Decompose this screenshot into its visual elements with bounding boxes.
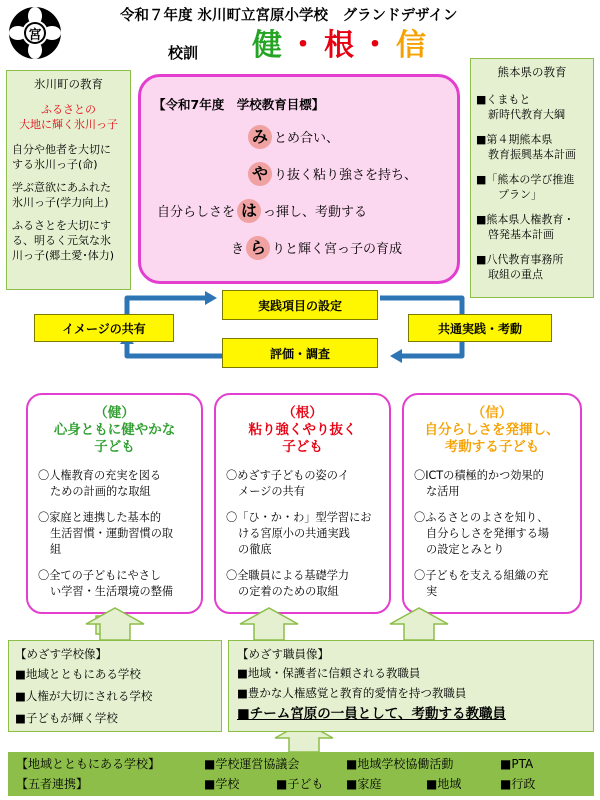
- column-item: 〇全職員による基礎学力 の定着のための取組: [226, 569, 350, 598]
- column-tag: （信）: [471, 405, 513, 421]
- item-line: 川っ子(郷土愛･体力): [12, 249, 115, 262]
- slogan-line: 大地に輝く氷川っ子: [19, 118, 118, 131]
- community-row1-item: ■地域学校協働活動: [346, 757, 454, 771]
- item-line: 教育振興基本計画: [488, 148, 576, 161]
- item-line: プラン」: [498, 188, 542, 201]
- goal-key: ら: [246, 236, 270, 260]
- item-line: ■第４期熊本県: [476, 133, 553, 146]
- item-line: 啓発基本計画: [488, 228, 554, 241]
- staff-image-item: ■豊かな人権感覚と教育的愛情を持つ教職員: [237, 686, 467, 700]
- column-heading: 考動する子ども: [444, 439, 540, 455]
- cycle-bottom-box: 評価・調査: [222, 338, 378, 368]
- motto-sep: ・: [360, 28, 390, 63]
- motto-sep: ・: [288, 28, 318, 63]
- school-image-item: ■子どもが輝く学校: [15, 711, 118, 725]
- hikawa-title: 氷川町の教育: [34, 77, 103, 91]
- motto-label: 校訓: [168, 44, 199, 62]
- goal-line: み とめ合い、: [246, 125, 339, 151]
- item-line: る、明るく元気な氷: [12, 234, 111, 247]
- column-tag: （健）: [94, 405, 135, 421]
- item-line: 取組の重点: [488, 268, 543, 281]
- emblem-label: 宮: [28, 28, 42, 43]
- column-item: 〇「ひ・か・わ」型学習にお ける宮原小の共通実践 の徹底: [226, 511, 372, 556]
- community-row2-item: ■家庭: [346, 777, 382, 791]
- community-row2-label: 【五者連携】: [16, 777, 89, 791]
- community-row2-item: ■行政: [500, 777, 536, 791]
- goal-key: み: [248, 125, 272, 149]
- column-item: 〇全ての子どもにやさし い学習・生活環境の整備: [38, 569, 174, 598]
- goal-key: や: [248, 162, 272, 186]
- goal-key: は: [237, 199, 261, 223]
- item-line: ■くまもと: [476, 93, 531, 106]
- staff-image-box: [228, 640, 594, 732]
- motto-ken: 健: [252, 28, 282, 63]
- community-row2-item: ■学校: [204, 777, 240, 791]
- item-line: ■「熊本の学び推進: [476, 173, 575, 186]
- kumamoto-title: 熊本県の教育: [497, 65, 567, 79]
- item-line: 自分や他者を大切に: [12, 143, 111, 156]
- slogan-line: ふるさとの: [41, 103, 96, 116]
- item-line: ■熊本県人権教育・: [476, 213, 575, 226]
- column-item: 〇ICTの積極的かつ効果的 な活用: [414, 469, 544, 498]
- community-box: [8, 752, 594, 796]
- item-line: 氷川っ子(学力向上): [12, 196, 109, 209]
- staff-image-item: ■地域・保護者に信頼される教職員: [237, 666, 421, 680]
- column-item: 〇家庭と連携した基本的 生活習慣・運動習慣の取 組: [38, 511, 174, 556]
- cycle-right-box: 共通実践・考動: [408, 314, 552, 342]
- school-image-title: 【めざす学校像】: [15, 647, 107, 661]
- column-heading: 粘り強くやり抜く: [248, 422, 357, 438]
- column-item: 〇子どもを支える組織の充 実: [414, 569, 549, 598]
- motto-shin: 信: [396, 28, 426, 63]
- column-item: 〇めざす子どもの姿のイ メージの共有: [226, 469, 350, 498]
- page-title: 令和７年度 氷川町立宮原小学校 グランドデザイン: [120, 8, 458, 24]
- motto-kon: 根: [324, 28, 354, 63]
- school-image-item: ■人権が大切にされる学校: [15, 689, 153, 703]
- school-image-box: [8, 640, 222, 732]
- column-tag: （根）: [282, 405, 323, 421]
- community-row2-item: ■地域: [426, 777, 462, 791]
- column-item: 〇ふるさとのよさを知り、 自分らしさを発揮する場 の設定とみとり: [414, 511, 550, 556]
- community-row1-item: ■学校運営協議会: [204, 757, 300, 771]
- item-line: する氷川っ子(命): [12, 158, 98, 171]
- community-row2-item: ■子ども: [276, 777, 324, 791]
- column-heading: 自分らしさを発揮し、: [424, 422, 560, 438]
- cycle-top-box: 実践項目の設定: [222, 290, 378, 320]
- community-row1-label: 【地域とともにある学校】: [16, 757, 161, 771]
- column-heading: 心身ともに健やかな: [53, 422, 176, 438]
- column-heading: 子ども: [94, 439, 135, 455]
- item-line: ■八代教育事務所: [476, 253, 564, 266]
- column-heading: 子ども: [282, 439, 323, 455]
- goal-line: や り抜く粘り強さを持ち、: [246, 162, 417, 188]
- column-item: 〇人権教育の充実を図る ための計画的な取組: [38, 469, 162, 498]
- goal-line: 自分らしさを は っ揮し、考動する: [157, 199, 367, 225]
- staff-image-emphasis: ■チーム宮原の一員として、考動する教職員: [237, 706, 506, 722]
- cycle-left-box: イメージの共有: [34, 314, 174, 342]
- community-row1-item: ■PTA: [500, 757, 534, 771]
- item-line: ふるさとを大切にす: [12, 219, 111, 232]
- goals-title: 【令和7年度 学校教育目標】: [153, 97, 325, 112]
- school-image-item: ■地域とともにある学校: [15, 667, 141, 681]
- staff-image-title: 【めざす職員像】: [237, 647, 329, 661]
- goal-line: き ら りと輝く宮っ子の育成: [231, 236, 402, 262]
- item-line: 新時代教育大綱: [488, 108, 565, 121]
- item-line: 学ぶ意欲にあふれた: [12, 181, 111, 194]
